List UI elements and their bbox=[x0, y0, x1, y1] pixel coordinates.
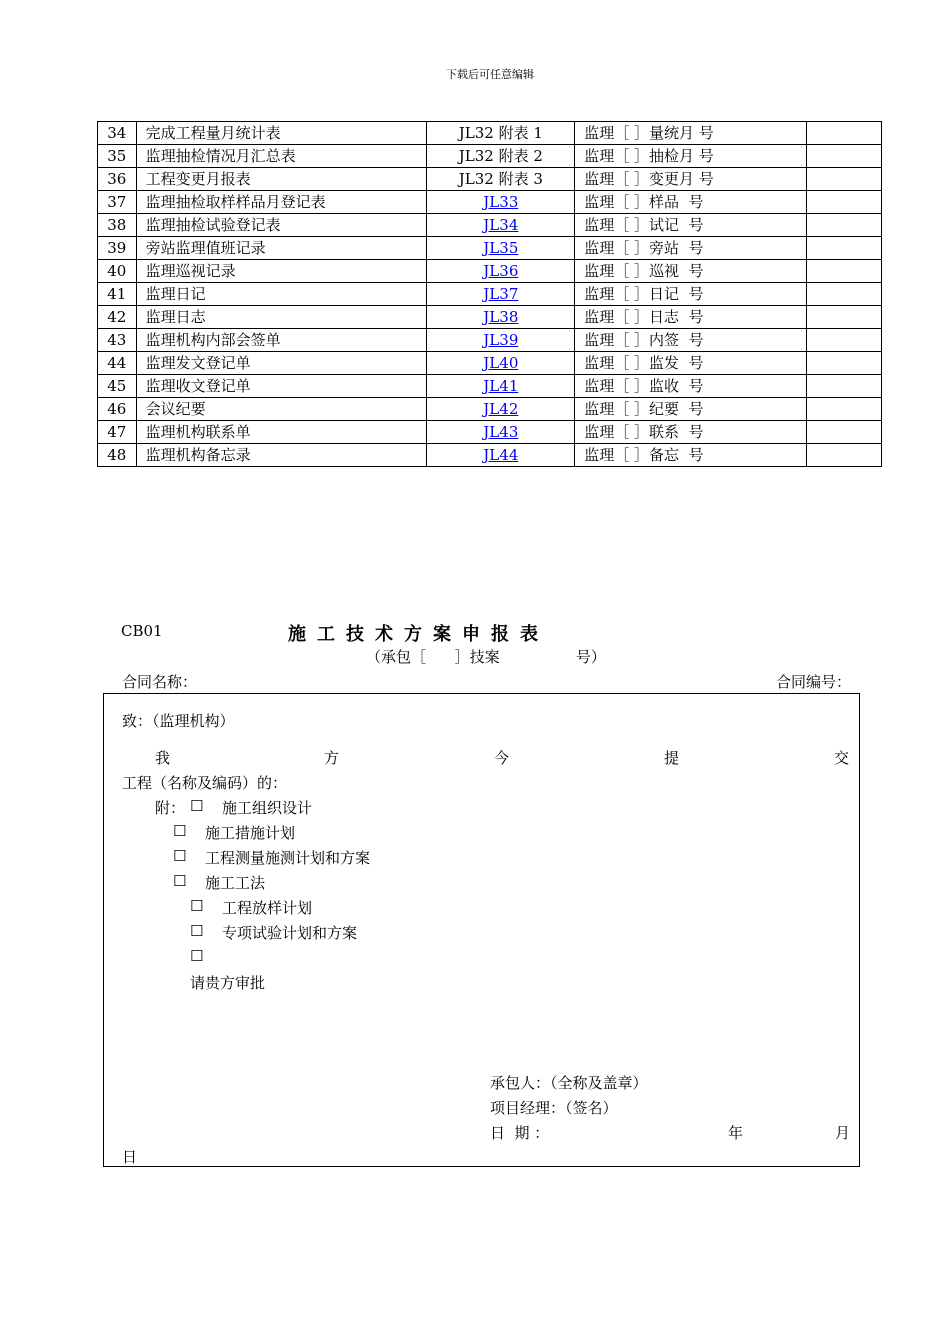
row-number: 46 bbox=[98, 398, 137, 421]
form-code-link[interactable]: JL39 bbox=[483, 331, 519, 349]
form-code-cell bbox=[427, 260, 575, 283]
approval-request: 请贵方审批 bbox=[190, 974, 266, 992]
form-name: 监理巡视记录 bbox=[136, 260, 427, 283]
project-manager-signature-label: 项目经理：（签名） bbox=[490, 1099, 618, 1117]
blank-cell bbox=[807, 214, 882, 237]
row-number: 40 bbox=[98, 260, 137, 283]
document-number-format: 监理［ ］监发 号 bbox=[575, 352, 807, 375]
table-row bbox=[98, 214, 882, 237]
form-code-cell bbox=[427, 306, 575, 329]
table-row bbox=[98, 191, 882, 214]
row-number: 48 bbox=[98, 444, 137, 467]
checkbox-test-plan[interactable]: ☐ bbox=[190, 922, 204, 940]
form-code-cell bbox=[427, 237, 575, 260]
blank-cell bbox=[807, 444, 882, 467]
blank-cell bbox=[807, 329, 882, 352]
application-form-box bbox=[103, 693, 860, 1167]
date-label: 日 期 ： bbox=[490, 1124, 550, 1142]
row-number: 43 bbox=[98, 329, 137, 352]
date-day-label: 日 bbox=[122, 1148, 138, 1166]
document-number-format: 监理［ ］日记 号 bbox=[575, 283, 807, 306]
form-name: 监理日志 bbox=[136, 306, 427, 329]
table-row bbox=[98, 260, 882, 283]
contract-number-label: 合同编号： bbox=[776, 673, 852, 691]
form-code-link[interactable]: JL35 bbox=[483, 239, 519, 257]
document-number-format: 监理［ ］联系 号 bbox=[575, 421, 807, 444]
form-code-cell bbox=[427, 329, 575, 352]
row-number: 38 bbox=[98, 214, 137, 237]
table-row bbox=[98, 421, 882, 444]
form-subtitle: （承包［ ］技案 号） bbox=[366, 648, 606, 666]
form-code-link[interactable]: JL42 bbox=[483, 400, 519, 418]
checkbox-construction-measures[interactable]: ☐ bbox=[173, 822, 187, 840]
document-number-format: 监理［ ］内签 号 bbox=[575, 329, 807, 352]
form-code-link[interactable]: JL41 bbox=[483, 377, 519, 395]
form-code-cell bbox=[427, 214, 575, 237]
blank-cell bbox=[807, 352, 882, 375]
row-number: 35 bbox=[98, 145, 137, 168]
table-row bbox=[98, 306, 882, 329]
blank-cell bbox=[807, 306, 882, 329]
blank-cell bbox=[807, 237, 882, 260]
table-row bbox=[98, 283, 882, 306]
form-code-cell: JL32 附表 1 bbox=[427, 122, 575, 145]
form-code-link[interactable]: JL43 bbox=[483, 423, 519, 441]
checkbox-construction-method[interactable]: ☐ bbox=[173, 872, 187, 890]
form-code-link[interactable]: JL37 bbox=[483, 285, 519, 303]
checkbox-setting-out-plan[interactable]: ☐ bbox=[190, 897, 204, 915]
table-row bbox=[98, 329, 882, 352]
form-name: 监理机构联系单 bbox=[136, 421, 427, 444]
form-name: 监理抽检取样样品月登记表 bbox=[136, 191, 427, 214]
form-code-link[interactable]: JL36 bbox=[483, 262, 519, 280]
body-word-2: 方 bbox=[324, 749, 340, 767]
table-row bbox=[98, 375, 882, 398]
form-name: 旁站监理值班记录 bbox=[136, 237, 427, 260]
table-row bbox=[98, 168, 882, 191]
form-title: 施工技术方案申报表 bbox=[288, 624, 549, 645]
contract-name-label: 合同名称： bbox=[122, 673, 198, 691]
date-year-label: 年 bbox=[728, 1124, 744, 1142]
attachment-construction-design: 施工组织设计 bbox=[222, 799, 313, 817]
document-number-format: 监理［ ］备忘 号 bbox=[575, 444, 807, 467]
document-number-format: 监理［ ］试记 号 bbox=[575, 214, 807, 237]
row-number: 47 bbox=[98, 421, 137, 444]
checkbox-construction-design[interactable]: ☐ bbox=[190, 797, 204, 815]
body-word-5: 交 bbox=[834, 749, 850, 767]
contractor-signature-label: 承包人：（全称及盖章） bbox=[490, 1074, 648, 1092]
form-code-cell bbox=[427, 444, 575, 467]
checkbox-survey-plan[interactable]: ☐ bbox=[173, 847, 187, 865]
form-name: 监理机构内部会签单 bbox=[136, 329, 427, 352]
form-code-link[interactable]: JL34 bbox=[483, 216, 519, 234]
table-row bbox=[98, 352, 882, 375]
attachments-label: 附： bbox=[155, 799, 186, 817]
blank-cell bbox=[807, 145, 882, 168]
form-code-cell bbox=[427, 191, 575, 214]
document-number-format: 监理［ ］监收 号 bbox=[575, 375, 807, 398]
form-code-cell bbox=[427, 375, 575, 398]
attachment-setting-out-plan: 工程放样计划 bbox=[222, 899, 313, 917]
row-number: 44 bbox=[98, 352, 137, 375]
blank-cell bbox=[807, 375, 882, 398]
page-header-note: 下载后可任意编辑 bbox=[446, 68, 534, 81]
attachment-survey-plan: 工程测量施测计划和方案 bbox=[205, 849, 371, 867]
document-number-format: 监理［ ］纪要 号 bbox=[575, 398, 807, 421]
addressee-line: 致：（监理机构） bbox=[122, 712, 235, 730]
form-code-link[interactable]: JL33 bbox=[483, 193, 519, 211]
blank-cell bbox=[807, 283, 882, 306]
attachment-construction-method: 施工工法 bbox=[205, 874, 266, 892]
document-number-format: 监理［ ］日志 号 bbox=[575, 306, 807, 329]
blank-cell bbox=[807, 191, 882, 214]
body-word-1: 我 bbox=[155, 749, 171, 767]
form-name: 监理抽检试验登记表 bbox=[136, 214, 427, 237]
document-number-format: 监理［ ］变更月 号 bbox=[575, 168, 807, 191]
row-number: 39 bbox=[98, 237, 137, 260]
form-name: 会议纪要 bbox=[136, 398, 427, 421]
form-code: CB01 bbox=[121, 622, 163, 640]
form-register-table bbox=[97, 121, 882, 467]
row-number: 34 bbox=[98, 122, 137, 145]
form-name: 监理机构备忘录 bbox=[136, 444, 427, 467]
checkbox-other[interactable]: ☐ bbox=[190, 947, 204, 965]
blank-cell bbox=[807, 260, 882, 283]
form-code-cell bbox=[427, 398, 575, 421]
form-code-link[interactable]: JL40 bbox=[483, 354, 519, 372]
blank-cell bbox=[807, 398, 882, 421]
table-row bbox=[98, 237, 882, 260]
form-code-link[interactable]: JL44 bbox=[483, 446, 519, 464]
date-month-label: 月 bbox=[835, 1124, 851, 1142]
row-number: 45 bbox=[98, 375, 137, 398]
form-code-cell bbox=[427, 421, 575, 444]
attachment-test-plan: 专项试验计划和方案 bbox=[222, 924, 358, 942]
row-number: 42 bbox=[98, 306, 137, 329]
form-code-cell bbox=[427, 283, 575, 306]
document-number-format: 监理［ ］旁站 号 bbox=[575, 237, 807, 260]
table-row bbox=[98, 398, 882, 421]
body-word-4: 提 bbox=[664, 749, 680, 767]
form-name: 监理收文登记单 bbox=[136, 375, 427, 398]
form-name: 完成工程量月统计表 bbox=[136, 122, 427, 145]
document-number-format: 监理［ ］样品 号 bbox=[575, 191, 807, 214]
form-name: 监理抽检情况月汇总表 bbox=[136, 145, 427, 168]
body-line-project: 工程（名称及编码）的： bbox=[122, 774, 288, 792]
table-row bbox=[98, 122, 882, 145]
document-number-format: 监理［ ］抽检月 号 bbox=[575, 145, 807, 168]
row-number: 36 bbox=[98, 168, 137, 191]
blank-cell bbox=[807, 168, 882, 191]
attachment-construction-measures: 施工措施计划 bbox=[205, 824, 296, 842]
blank-cell bbox=[807, 122, 882, 145]
blank-cell bbox=[807, 421, 882, 444]
form-name: 监理日记 bbox=[136, 283, 427, 306]
form-name: 监理发文登记单 bbox=[136, 352, 427, 375]
form-code-cell: JL32 附表 3 bbox=[427, 168, 575, 191]
form-code-cell: JL32 附表 2 bbox=[427, 145, 575, 168]
document-number-format: 监理［ ］量统月 号 bbox=[575, 122, 807, 145]
row-number: 37 bbox=[98, 191, 137, 214]
body-word-3: 今 bbox=[494, 749, 510, 767]
form-code-link[interactable]: JL38 bbox=[483, 308, 519, 326]
document-number-format: 监理［ ］巡视 号 bbox=[575, 260, 807, 283]
form-name: 工程变更月报表 bbox=[136, 168, 427, 191]
table-row bbox=[98, 444, 882, 467]
row-number: 41 bbox=[98, 283, 137, 306]
form-code-cell bbox=[427, 352, 575, 375]
table-row bbox=[98, 145, 882, 168]
